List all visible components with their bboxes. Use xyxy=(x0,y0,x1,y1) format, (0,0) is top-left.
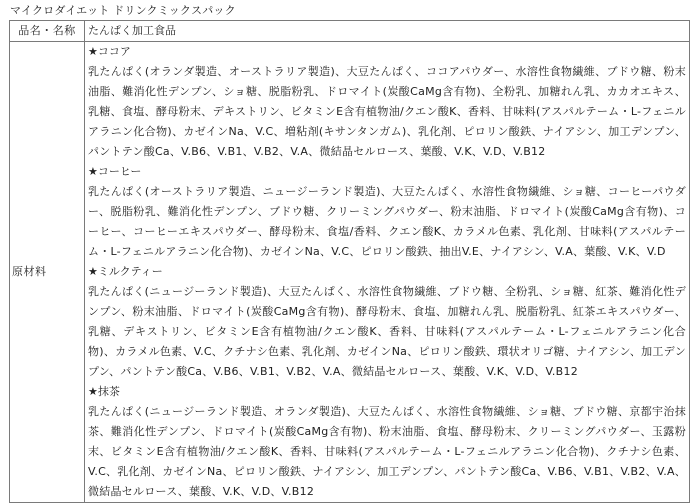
flavor-ingredients: 乳たんぱく(オランダ製造、オーストラリア製造)、大豆たんぱく、ココアパウダー、水溶性食物繊維、ブドウ糖、粉末油脂、難消化性デンプン、ショ糖、脱脂粉乳、ドロマイト(炭酸CaMg含有物)、全粉乳、加糖れん乳、カカオエキス、乳糖、食塩、酵母粉末、デキストリン、ビタミンE含有植物油/クエン酸K、香料、甘味料(アスパルテーム・L-フェニルアラニン化合物)、カゼインNa、V.C、増粘剤(キサンタンガム)、乳化剤、ピロリン酸鉄、ナイアシン、加工デンプン、パントテン酸Ca、V.B6、V.B1、V.B2、V.A、微結晶セルロース、葉酸、V.K、V.D、V.B12 xyxy=(88,65,686,158)
flavor-block-milk-tea xyxy=(88,262,686,382)
flavor-name: ★コーヒー xyxy=(88,165,142,178)
product-name-label: 品名・名称 xyxy=(10,21,85,42)
ingredients-label: 原材料 xyxy=(10,42,85,503)
flavor-ingredients: 乳たんぱく(オーストラリア製造、ニュージーランド製造)、大豆たんぱく、水溶性食物繊維、ショ糖、コーヒーパウダー、脱脂粉乳、難消化性デンプン、ブドウ糖、クリーミングパウダー、粉末油脂、ドロマイト(炭酸CaMg含有物)、コーヒー、コーヒーエキスパウダー、酵母粉末、食塩/香料、クエン酸K、カラメル色素、乳化剤、甘味料(アスパルテーム・L-フェニルアラニン化合物)、カゼインNa、V.C、ピロリン酸鉄、抽出V.E、ナイアシン、V.A、葉酸、V.K、V.D xyxy=(88,185,686,258)
product-name-value: たんぱく加工食品 xyxy=(85,21,690,42)
flavor-block-coffee xyxy=(88,162,686,262)
flavor-block-matcha xyxy=(88,382,686,502)
ingredients-content xyxy=(85,42,690,503)
flavor-ingredients: 乳たんぱく(ニュージーランド製造)、大豆たんぱく、水溶性食物繊維、ブドウ糖、全粉乳、ショ糖、紅茶、難消化性デンプン、粉末油脂、ドロマイト(炭酸CaMg含有物)、酵母粉末、食塩、加糖れん乳、脱脂粉乳、紅茶エキスパウダー、乳糖、デキストリン、ビタミンE含有植物油/クエン酸K、香料、甘味料(アスパルテーム・L-フェニルアラニン化合物)、カラメル色素、V.C、クチナシ色素、乳化剤、カゼインNa、ピロリン酸鉄、環状オリゴ糖、ナイアシン、加工デンプン、パントテン酸Ca、V.B6、V.B1、V.B2、V.A、微結晶セルロース、葉酸、V.K、V.D、V.B12 xyxy=(88,285,686,378)
flavor-name: ★抹茶 xyxy=(88,385,120,398)
flavor-name: ★ミルクティー xyxy=(88,265,163,278)
flavor-ingredients: 乳たんぱく(ニュージーランド製造、オランダ製造)、大豆たんぱく、水溶性食物繊維、ショ糖、ブドウ糖、京都宇治抹茶、難消化性デンプン、ドロマイト(炭酸CaMg含有物)、粉末油脂、食塩、酵母粉末、クリーミングパウダー、玉露粉末、ビタミンE含有植物油/クエン酸K、香料、甘味料(アスパルテーム・L-フェニルアラニン化合物)、クチナシ色素、V.C、乳化剤、カゼインNa、ピロリン酸鉄、ナイアシン、加工デンプン、パントテン酸Ca、V.B6、V.B1、V.B2、V.A、微結晶セルロース、葉酸、V.K、V.D、V.B12 xyxy=(88,405,686,498)
flavor-name: ★ココア xyxy=(88,45,131,58)
ingredients-row xyxy=(10,42,690,503)
product-name-row xyxy=(10,21,690,42)
product-spec-table xyxy=(9,20,690,503)
document-title: マイクロダイエット ドリンクミックスパック xyxy=(10,4,236,17)
flavor-block-cocoa xyxy=(88,42,686,162)
